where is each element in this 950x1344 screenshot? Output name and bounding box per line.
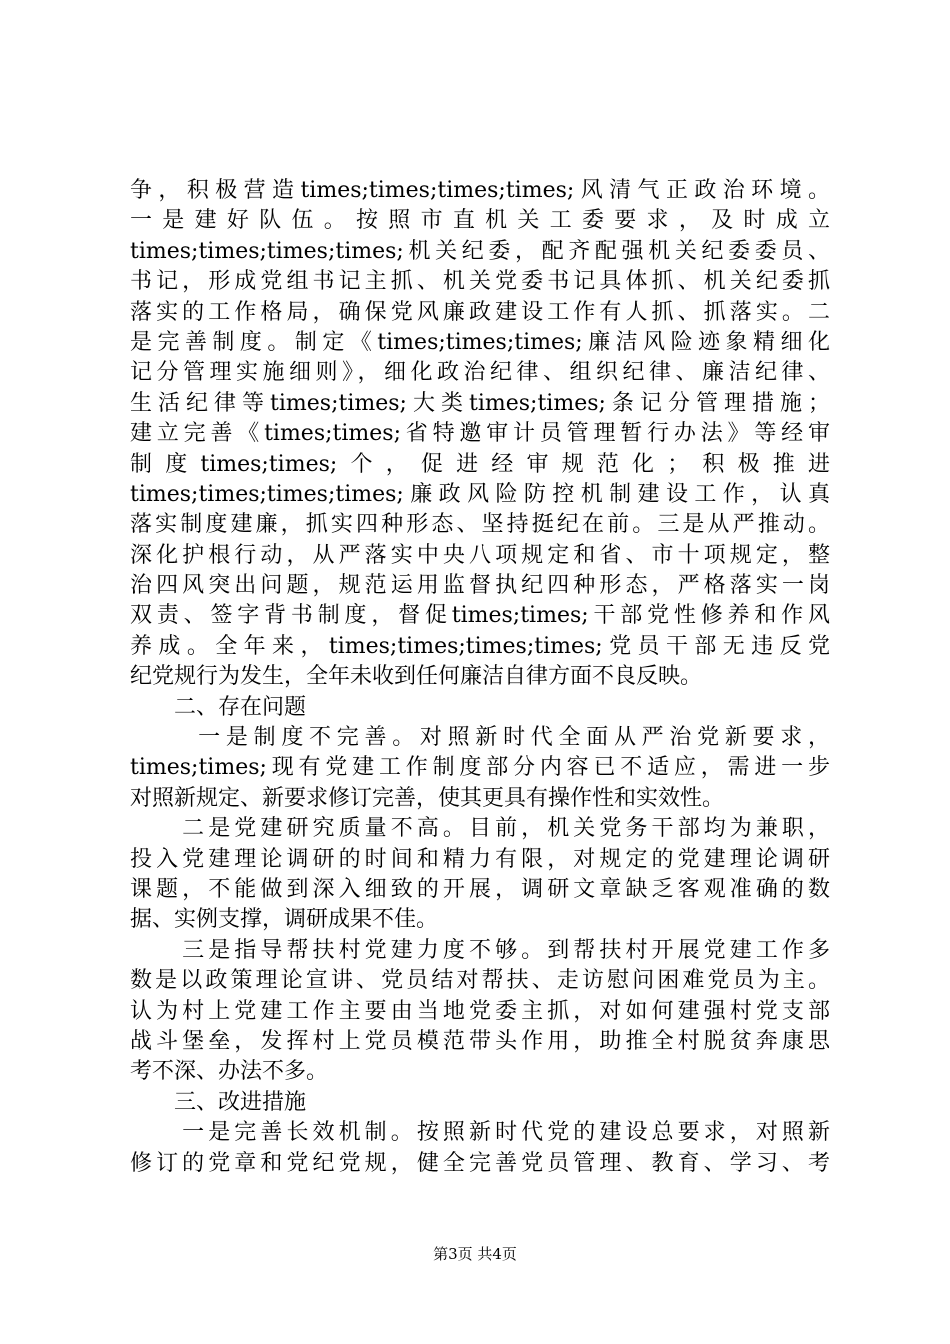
text-line: 一是制度不完善。对照新时代全面从严治党新要求， [130,725,830,751]
text-line: 深化护根行动，从严落实中央八项规定和省、市十项规定，整 [130,542,830,568]
text-line: 认为村上党建工作主要由当地党委主抓，对如何建强村党支部 [130,998,830,1024]
section-heading: 二、存在问题 [130,694,307,720]
text-line: 对照新规定、新要求修订完善，使其更具有操作性和实效性。 [130,785,725,811]
text-line: 落实的工作格局，确保党风廉政建设工作有人抓、抓落实。二 [130,299,830,325]
text-line: 考不深、办法不多。 [130,1059,329,1085]
text-line: 是完善制度。制定《times;times;times;廉洁风险迹象精细化 [130,329,830,355]
text-line: 修订的党章和党纪党规，健全完善党员管理、教育、学习、考 [130,1150,830,1176]
text-line: times;times;现有党建工作制度部分内容已不适应，需进一步 [130,755,830,781]
text-line: times;times;times;times;廉政风险防控机制建设工作，认真 [130,481,830,507]
body-text [130,176,830,1179]
text-line: 书记，形成党组书记主抓、机关党委书记具体抓、机关纪委抓 [130,269,830,295]
text-line: 一是完善长效机制。按照新时代党的建设总要求，对照新 [130,1120,830,1146]
text-line: times;times;times;times;机关纪委，配齐配强机关纪委委员、 [130,238,830,264]
text-line: 生活纪律等times;times;大类times;times;条记分管理措施； [130,390,830,416]
text-line: 一是建好队伍。按照市直机关工委要求，及时成立 [130,208,830,234]
text-line: 据、实例支撑，调研成果不佳。 [130,907,439,933]
text-line: 落实制度建廉，抓实四种形态、坚持挺纪在前。三是从严推动。 [130,512,830,538]
section-heading: 三、改进措施 [130,1089,307,1115]
text-line: 课题，不能做到深入细致的开展，调研文章缺乏客观准确的数 [130,876,830,902]
text-line: 数是以政策理论宣讲、党员结对帮扶、走访慰问困难党员为主。 [130,968,830,994]
text-line: 投入党建理论调研的时间和精力有限，对规定的党建理论调研 [130,846,830,872]
text-line: 纪党规行为发生，全年未收到任何廉洁自律方面不良反映。 [130,664,703,690]
text-line: 争，积极营造times;times;times;times;风清气正政治环境。 [130,178,830,203]
text-line: 养成。全年来，times;times;times;times;党员干部无违反党 [130,633,830,659]
text-line: 记分管理实施细则》，细化政治纪律、组织纪律、廉洁纪律、 [130,360,830,386]
text-line: 战斗堡垒，发挥村上党员模范带头作用，助推全村脱贫奔康思 [130,1028,830,1054]
text-line: 建立完善《times;times;省特邀审计员管理暂行办法》等经审 [130,421,830,447]
text-line: 二是党建研究质量不高。目前，机关党务干部均为兼职， [130,816,830,842]
text-line: 制度times;times;个，促进经审规范化；积极推进 [130,451,830,477]
text-line: 双责、签字背书制度，督促times;times;干部党性修养和作风 [130,603,830,629]
page-footer: 第3页 共4页 [433,1245,517,1263]
text-line: 三是指导帮扶村党建力度不够。到帮扶村开展党建工作多 [130,937,830,963]
text-line: 治四风突出问题，规范运用监督执纪四种形态，严格落实一岗 [130,573,830,599]
